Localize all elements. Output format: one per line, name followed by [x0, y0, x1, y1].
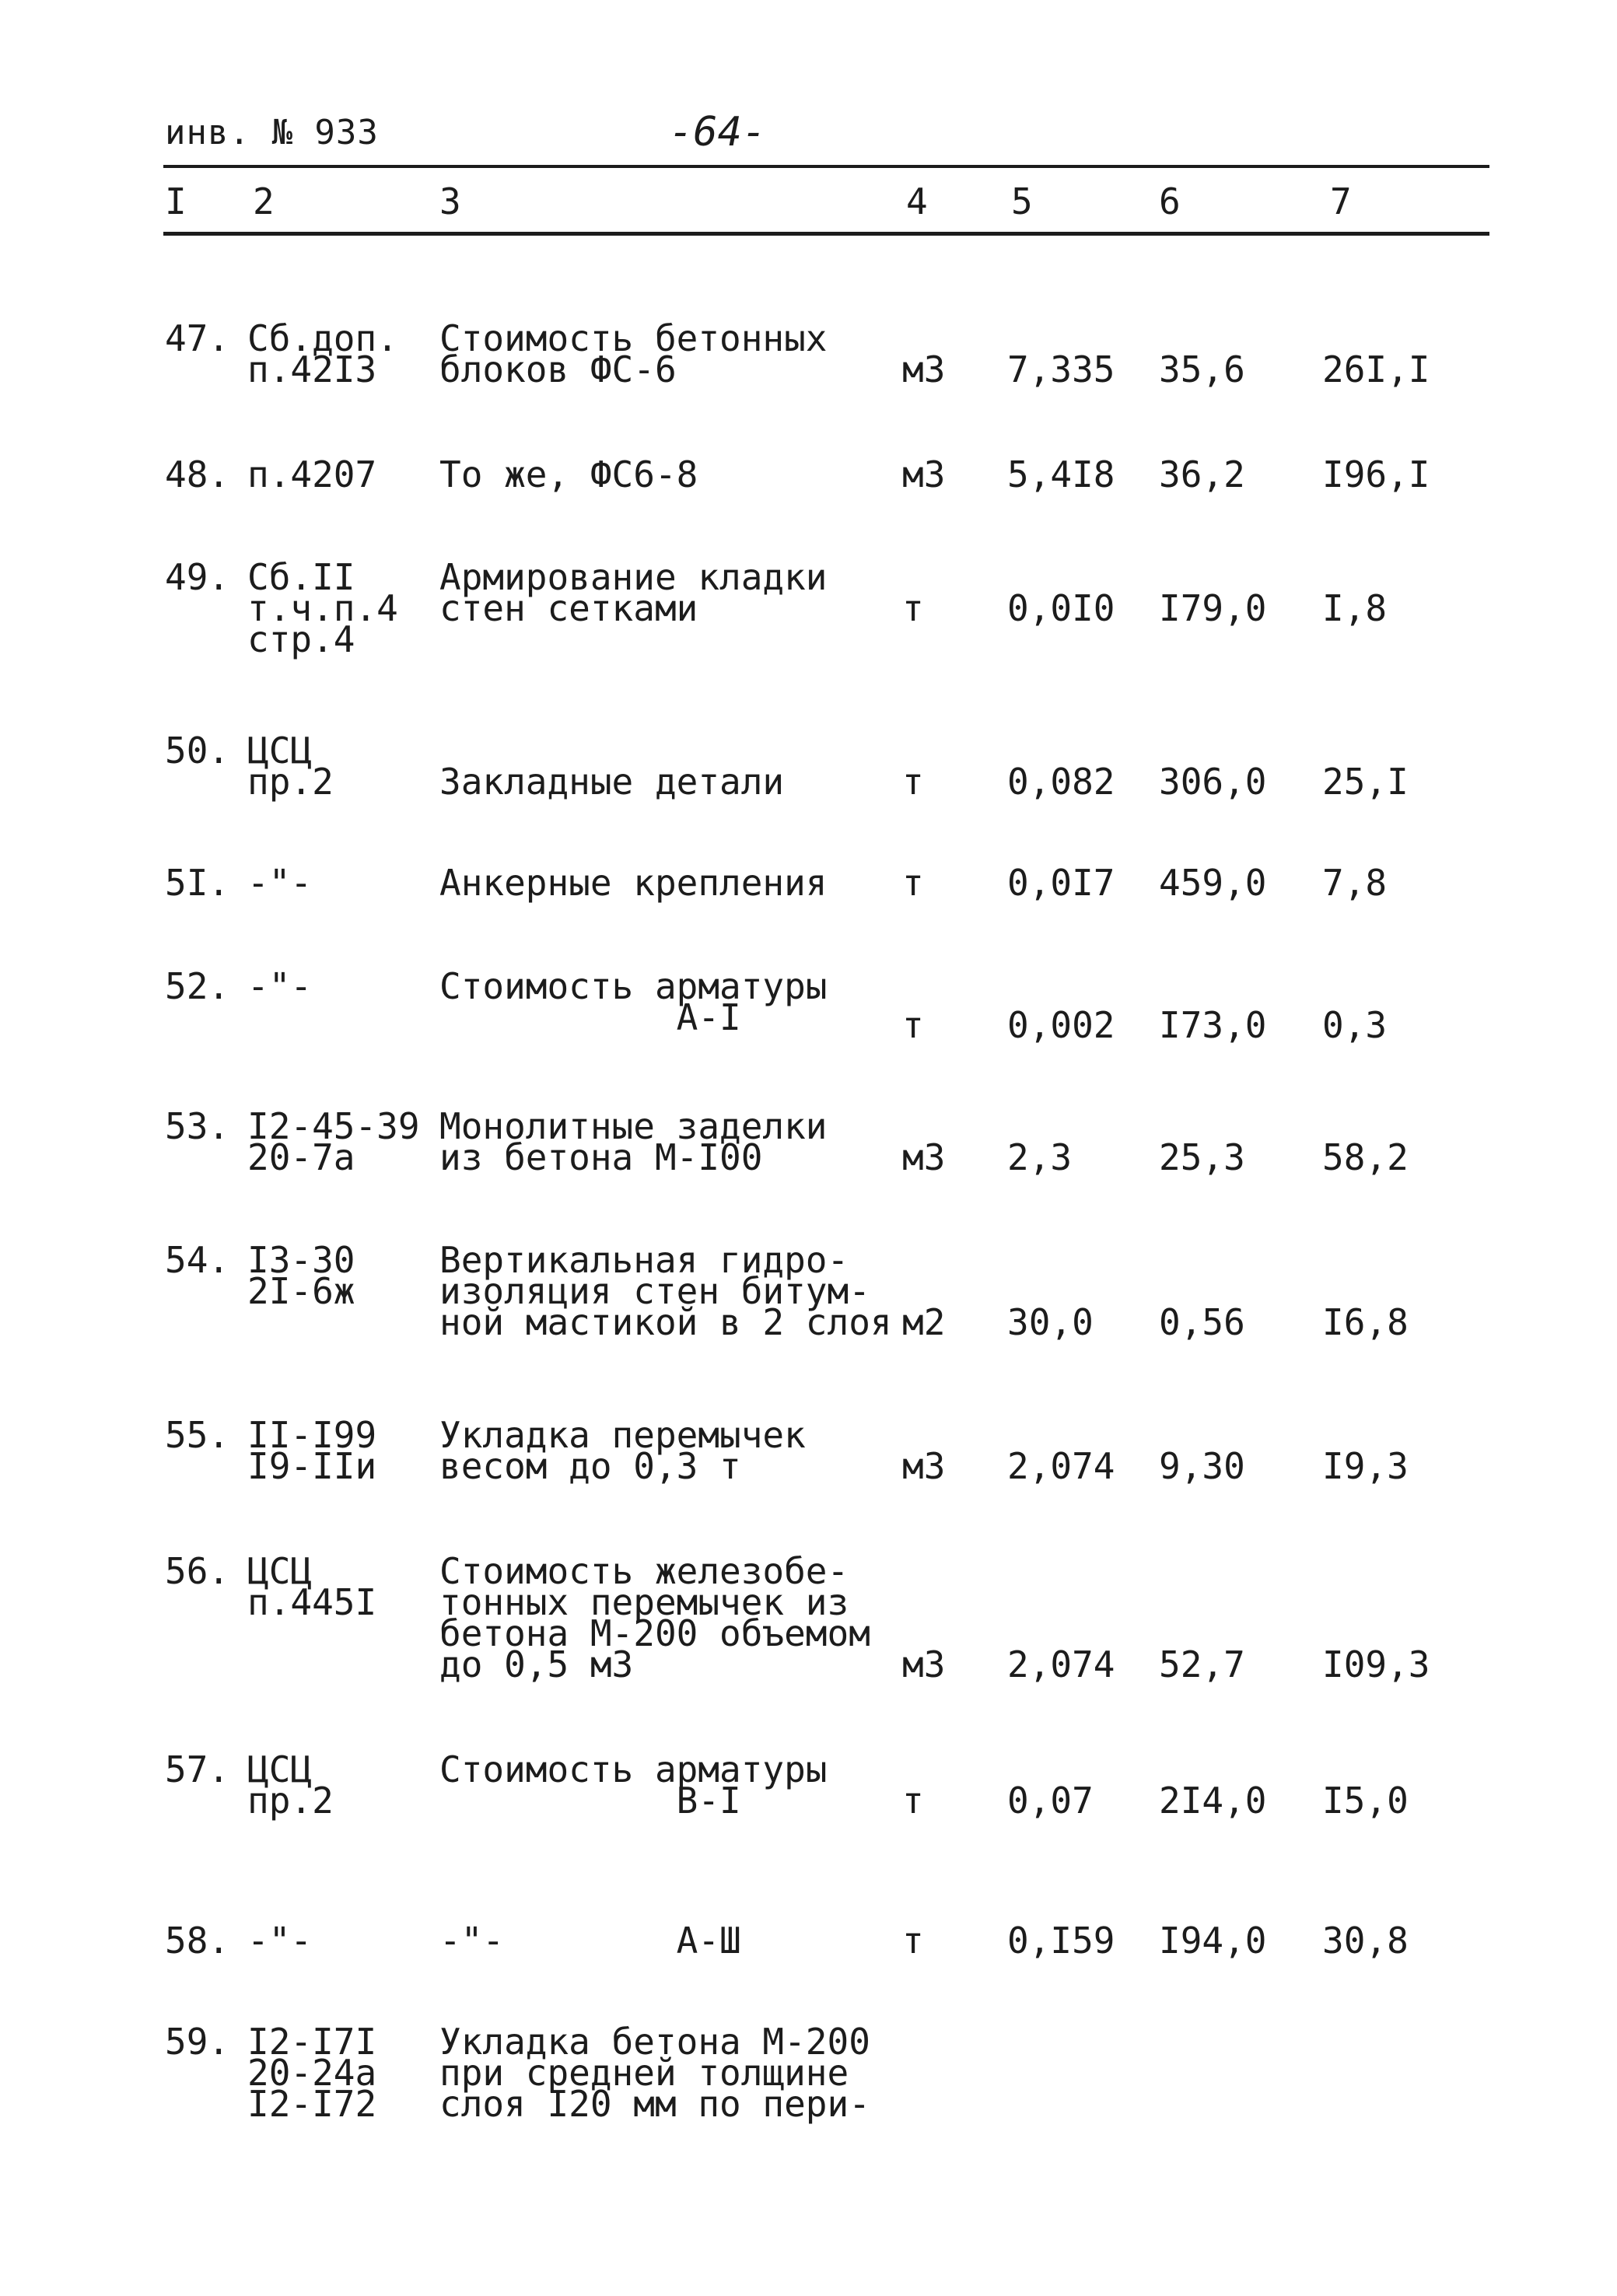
row-unit-price: 52,7 [1159, 1643, 1245, 1685]
row-unit: м3 [902, 348, 946, 390]
row-reference: ЦСЦ пр.2 [247, 1748, 334, 1822]
row-number: 5I. [165, 862, 230, 904]
row-number: 59. [165, 2021, 230, 2063]
row-unit-price: 25,3 [1159, 1136, 1245, 1178]
row-number: 58. [165, 1920, 230, 1962]
row-reference: -"- [247, 862, 313, 904]
row-number: 57. [165, 1748, 230, 1790]
row-quantity: 7,335 [1007, 348, 1115, 390]
row-total: I5,0 [1322, 1780, 1409, 1822]
row-unit: т [902, 1920, 924, 1962]
column-number-2: 2 [253, 180, 275, 222]
row-description: Укладка бетона М-200 при средней толщине слоя I20 мм по пери- [439, 2021, 870, 2125]
column-number-6: 6 [1159, 180, 1181, 222]
column-number-1: I [165, 180, 187, 222]
row-description: Армирование кладки стен сетками [439, 556, 828, 629]
page-number: -64- [669, 109, 767, 156]
row-quantity: 0,07 [1007, 1780, 1094, 1822]
row-reference: Сб.доп. п.42I3 [247, 317, 398, 390]
row-total: 25,I [1322, 761, 1409, 803]
row-description: Стоимость бетонных блоков ФС-6 [439, 317, 828, 390]
column-number-3: 3 [439, 180, 461, 222]
row-unit-price: 0,56 [1159, 1301, 1245, 1343]
row-total: I6,8 [1322, 1301, 1409, 1343]
row-total: 58,2 [1322, 1136, 1409, 1178]
row-description: Монолитные заделки из бетона М-I00 [439, 1105, 828, 1178]
row-reference: II-I99 I9-IIи [247, 1414, 377, 1487]
row-unit: т [902, 862, 924, 904]
row-reference: I2-45-39 20-7а [247, 1105, 420, 1178]
row-total: I09,3 [1322, 1643, 1430, 1685]
row-reference: ЦСЦ пр.2 [247, 730, 334, 803]
header-rule-top [163, 165, 1489, 168]
row-unit-price: 2I4,0 [1159, 1780, 1267, 1822]
row-total: I96,I [1322, 453, 1430, 495]
row-unit-price: 306,0 [1159, 761, 1267, 803]
inventory-number: инв. № 933 [165, 113, 379, 152]
row-description: Стоимость арматуры В-I [439, 1748, 828, 1822]
row-number: 56. [165, 1550, 230, 1592]
row-unit: м3 [902, 1445, 946, 1487]
row-total: 0,3 [1322, 1004, 1388, 1046]
row-unit: м3 [902, 1136, 946, 1178]
row-unit: м3 [902, 1643, 946, 1685]
row-total: 30,8 [1322, 1920, 1409, 1962]
row-description: -"- А-Ш [439, 1920, 741, 1962]
row-reference: Сб.II т.ч.п.4 стр.4 [247, 556, 398, 660]
row-unit: т [902, 1780, 924, 1822]
row-total: 26I,I [1322, 348, 1430, 390]
column-number-5: 5 [1011, 180, 1033, 222]
row-reference: I2-I7I 20-24а I2-I72 [247, 2021, 377, 2125]
row-quantity: 0,I59 [1007, 1920, 1115, 1962]
row-quantity: 0,0I7 [1007, 862, 1115, 904]
row-quantity: 2,074 [1007, 1643, 1115, 1685]
row-number: 50. [165, 730, 230, 772]
row-description: То же, ФС6-8 [439, 453, 698, 495]
row-unit-price: 36,2 [1159, 453, 1245, 495]
row-number: 48. [165, 453, 230, 495]
row-number: 53. [165, 1105, 230, 1147]
row-unit: т [902, 587, 924, 629]
row-number: 47. [165, 317, 230, 359]
row-description: Закладные детали [439, 761, 785, 803]
row-unit-price: 35,6 [1159, 348, 1245, 390]
row-unit-price: I79,0 [1159, 587, 1267, 629]
row-reference: п.4207 [247, 453, 377, 495]
row-quantity: 5,4I8 [1007, 453, 1115, 495]
row-number: 52. [165, 965, 230, 1007]
row-reference: I3-30 2I-6ж [247, 1239, 355, 1312]
row-unit: т [902, 1004, 924, 1046]
row-unit-price: I94,0 [1159, 1920, 1267, 1962]
row-number: 55. [165, 1414, 230, 1456]
row-description: Укладка перемычек весом до 0,3 т [439, 1414, 806, 1487]
row-reference: -"- [247, 965, 313, 1007]
row-quantity: 0,002 [1007, 1004, 1115, 1046]
row-description: Стоимость арматуры А-I [439, 965, 828, 1038]
row-unit: м3 [902, 453, 946, 495]
row-quantity: 0,082 [1007, 761, 1115, 803]
row-unit: т [902, 761, 924, 803]
row-unit-price: I73,0 [1159, 1004, 1267, 1046]
row-reference: -"- [247, 1920, 313, 1962]
row-number: 49. [165, 556, 230, 598]
row-total: I,8 [1322, 587, 1388, 629]
row-quantity: 0,0I0 [1007, 587, 1115, 629]
row-description: Вертикальная гидро- изоляция стен битум- ной мастикой в 2 слоя [439, 1239, 892, 1343]
row-unit-price: 459,0 [1159, 862, 1267, 904]
row-unit: м2 [902, 1301, 946, 1343]
row-quantity: 2,074 [1007, 1445, 1115, 1487]
header-rule-bottom [163, 232, 1489, 236]
row-quantity: 30,0 [1007, 1301, 1094, 1343]
row-unit-price: 9,30 [1159, 1445, 1245, 1487]
row-description: Анкерные крепления [439, 862, 828, 904]
row-description: Стоимость железобе- тонных перемычек из бетона М-200 объемом до 0,5 м3 [439, 1550, 870, 1685]
row-number: 54. [165, 1239, 230, 1281]
row-total: I9,3 [1322, 1445, 1409, 1487]
column-number-7: 7 [1330, 180, 1352, 222]
column-number-4: 4 [906, 180, 928, 222]
row-total: 7,8 [1322, 862, 1388, 904]
row-reference: ЦСЦ п.445I [247, 1550, 377, 1623]
row-quantity: 2,3 [1007, 1136, 1073, 1178]
